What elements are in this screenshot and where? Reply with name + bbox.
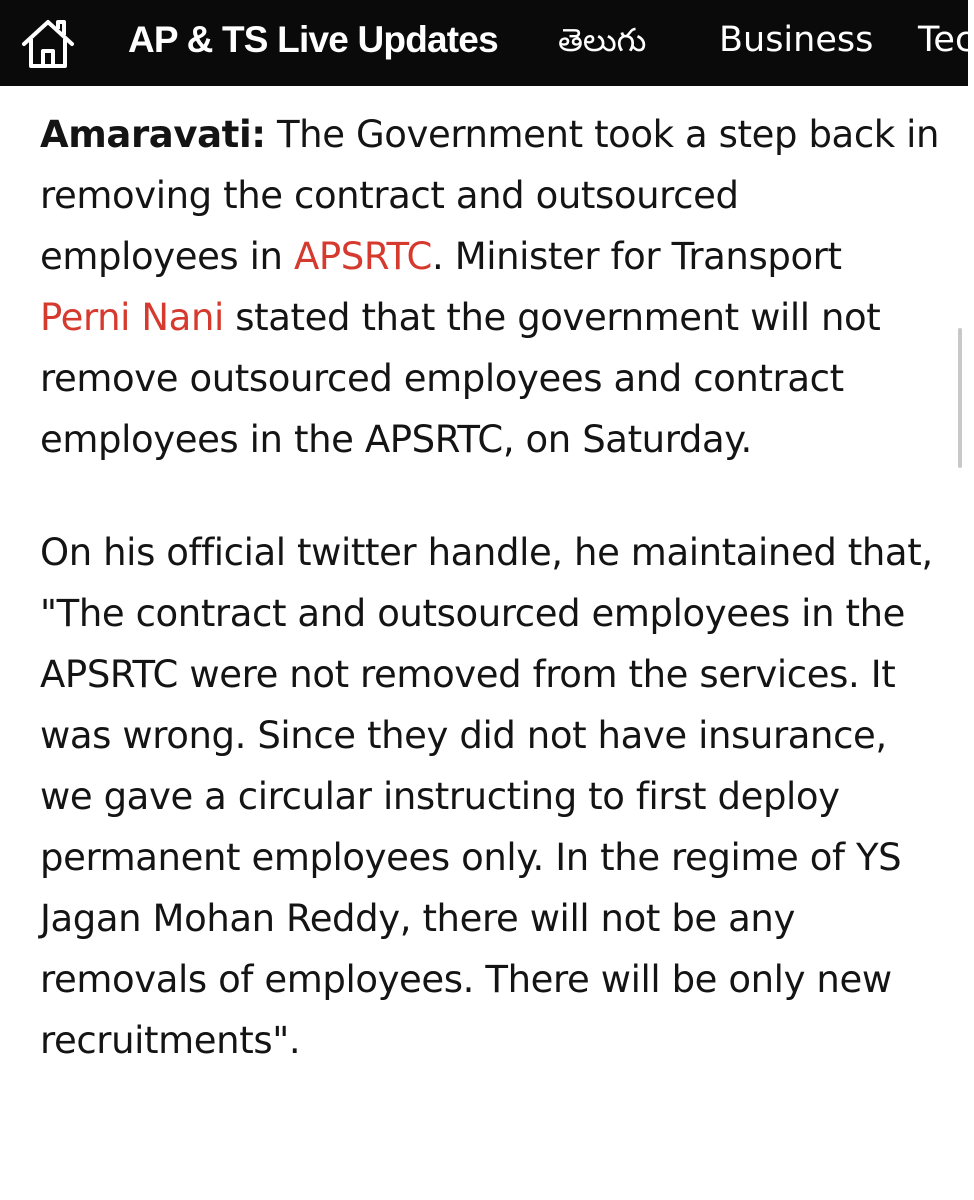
paragraph-text: stated that the government will not remove outsourced employees and contract employees in the APSRTC, on Saturday. <box>40 296 881 461</box>
paragraph-text: . Minister for Transport <box>431 235 842 278</box>
nav-item-ap-ts-live-updates[interactable]: AP & TS Live Updates <box>128 19 498 60</box>
perni-nani-link[interactable]: Perni Nani <box>40 296 224 339</box>
nav-item-tech[interactable]: Tec <box>918 20 974 60</box>
nav-item-business[interactable]: Business <box>719 20 874 60</box>
scrollbar-thumb[interactable] <box>958 328 962 468</box>
apsrtc-link[interactable]: APSRTC <box>293 235 432 278</box>
home-icon[interactable] <box>18 14 78 72</box>
dateline: Amaravati: <box>40 113 266 156</box>
top-navigation-bar <box>0 0 974 86</box>
paragraph-text: The Government took a step back in removing the contract and outsourced employees in <box>40 113 940 278</box>
article-paragraph-1 <box>40 104 940 470</box>
article-paragraph-2: On his official twitter handle, he maintained that, "The contract and outsourced employees in the APSRTC were not removed from the services. It was wrong. Since they did not have insurance, we gave a circular instructing to first deploy permanent employees only. In the regime of YS Jagan Mohan Reddy, there will not be any removals of employees. There will be only new recruitments". <box>40 531 933 1062</box>
article-body <box>40 104 940 1071</box>
nav-item-telugu[interactable]: తెలుగు <box>558 21 647 59</box>
